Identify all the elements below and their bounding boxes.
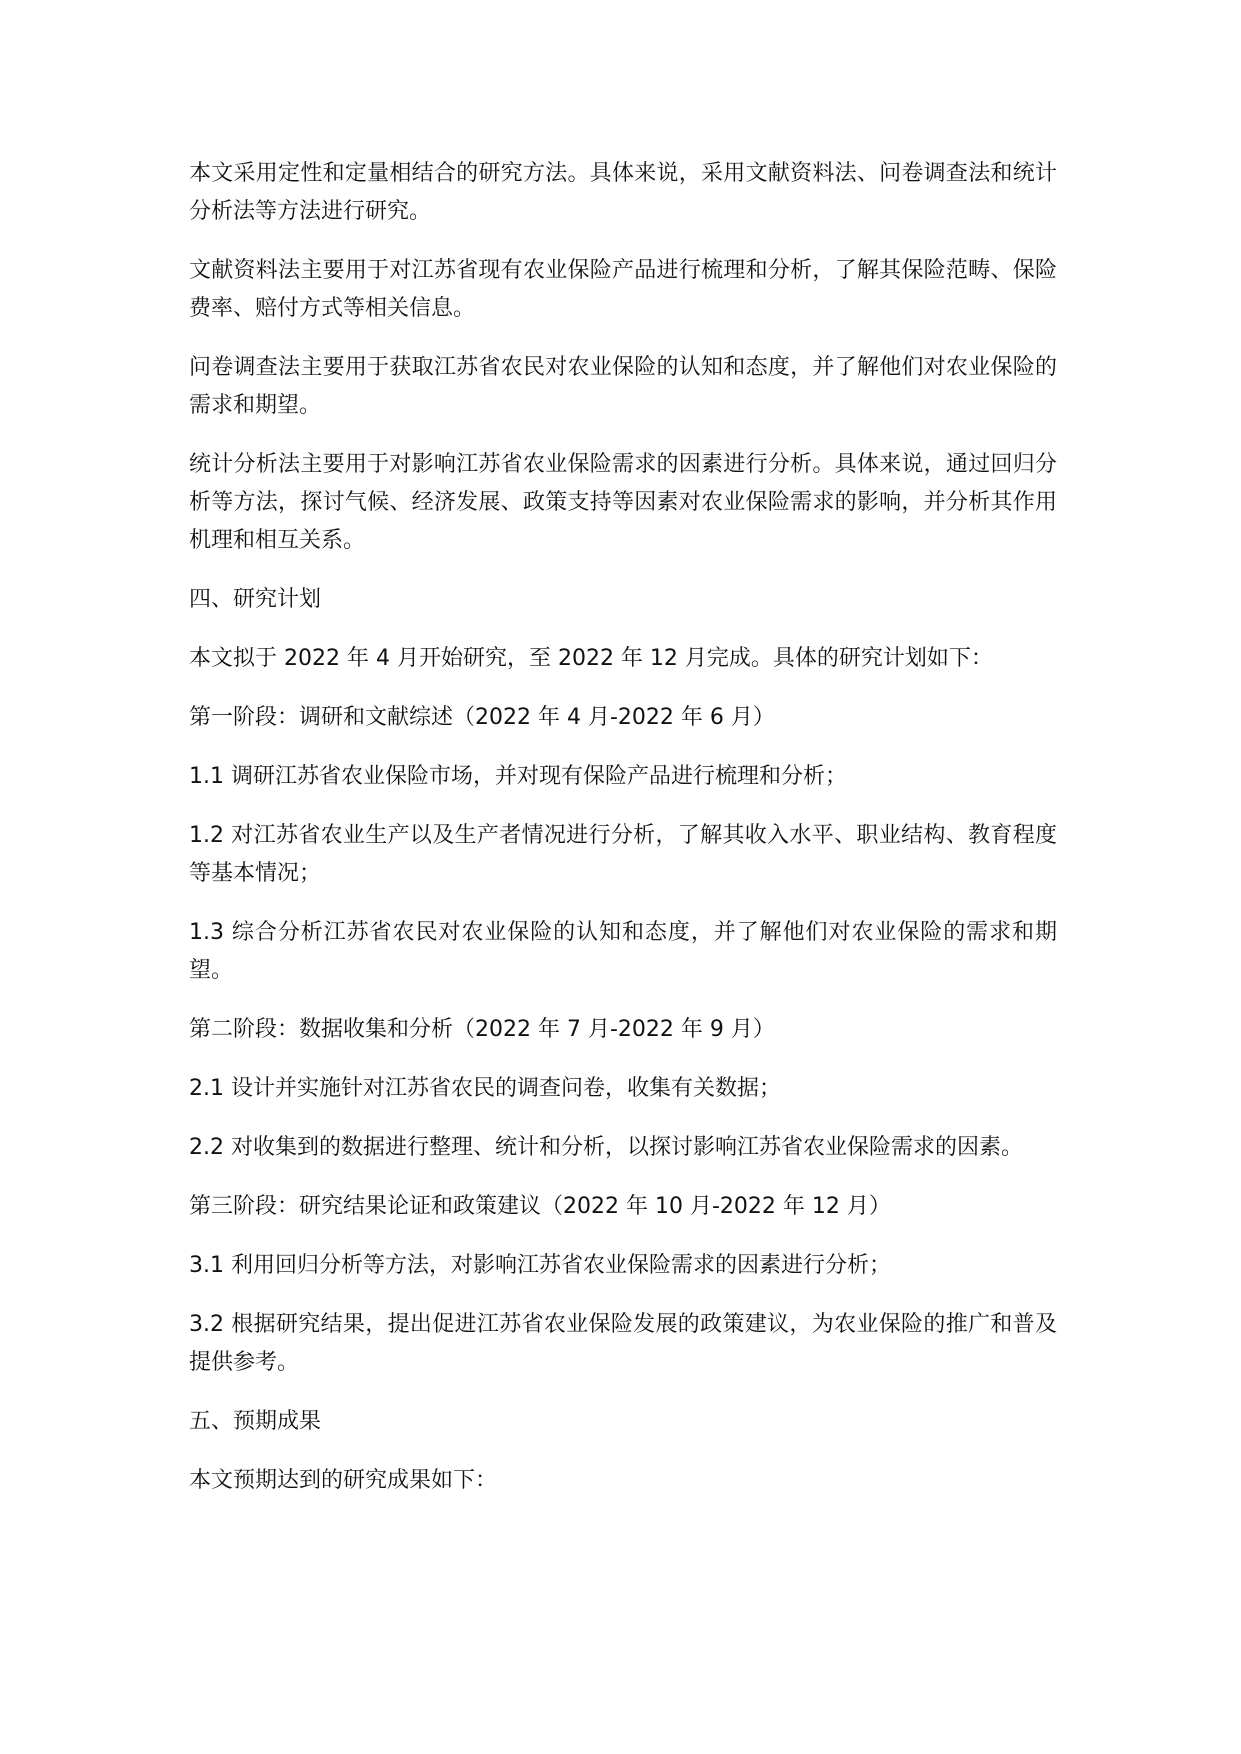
paragraph-questionnaire-method: 问卷调查法主要用于获取江苏省农民对农业保险的认知和态度，并了解他们对农业保险的需求和期望。 (189, 355, 1057, 418)
list-item-3-2: 3.2 根据研究结果，提出促进江苏省农业保险发展的政策建议，为农业保险的推广和普及提供参考。 (189, 1312, 1057, 1375)
list-item-3-1: 3.1 利用回归分析等方法，对影响江苏省农业保险需求的因素进行分析； (189, 1253, 891, 1278)
document-body (189, 155, 1057, 1521)
paragraph-statistical-method: 统计分析法主要用于对影响江苏省农业保险需求的因素进行分析。具体来说，通过回归分析等方法，探讨气候、经济发展、政策支持等因素对农业保险需求的影响，并分析其作用机理和相互关系。 (189, 452, 1057, 553)
paragraph-plan-overview: 本文拟于 2022 年 4 月开始研究，至 2022 年 12 月完成。具体的研究计划如下： (189, 646, 993, 671)
section-heading-expected-results: 五、预期成果 (189, 1409, 322, 1434)
paragraph-literature-method: 文献资料法主要用于对江苏省现有农业保险产品进行梳理和分析，了解其保险范畴、保险费率、赔付方式等相关信息。 (189, 258, 1057, 321)
list-item-1-2: 1.2 对江苏省农业生产以及生产者情况进行分析，了解其收入水平、职业结构、教育程度等基本情况； (189, 823, 1057, 886)
list-item-1-3: 1.3 综合分析江苏省农民对农业保险的认知和态度，并了解他们对农业保险的需求和期望。 (189, 920, 1057, 983)
list-item-2-2: 2.2 对收集到的数据进行整理、统计和分析，以探讨影响江苏省农业保险需求的因素。 (189, 1135, 1023, 1160)
paragraph-phase-three: 第三阶段：研究结果论证和政策建议（2022 年 10 月-2022 年 12 月） (189, 1194, 891, 1219)
paragraph-phase-two: 第二阶段：数据收集和分析（2022 年 7 月-2022 年 9 月） (189, 1017, 775, 1042)
paragraph-phase-one: 第一阶段：调研和文献综述（2022 年 4 月-2022 年 6 月） (189, 705, 775, 730)
section-heading-research-plan: 四、研究计划 (189, 587, 322, 612)
paragraph-expected-results-intro: 本文预期达到的研究成果如下： (189, 1468, 498, 1493)
list-item-1-1: 1.1 调研江苏省农业保险市场，并对现有保险产品进行梳理和分析； (189, 764, 847, 789)
list-item-2-1: 2.1 设计并实施针对江苏省农民的调查问卷，收集有关数据； (189, 1076, 781, 1101)
paragraph-research-methods: 本文采用定性和定量相结合的研究方法。具体来说，采用文献资料法、问卷调查法和统计分析法等方法进行研究。 (189, 161, 1057, 224)
